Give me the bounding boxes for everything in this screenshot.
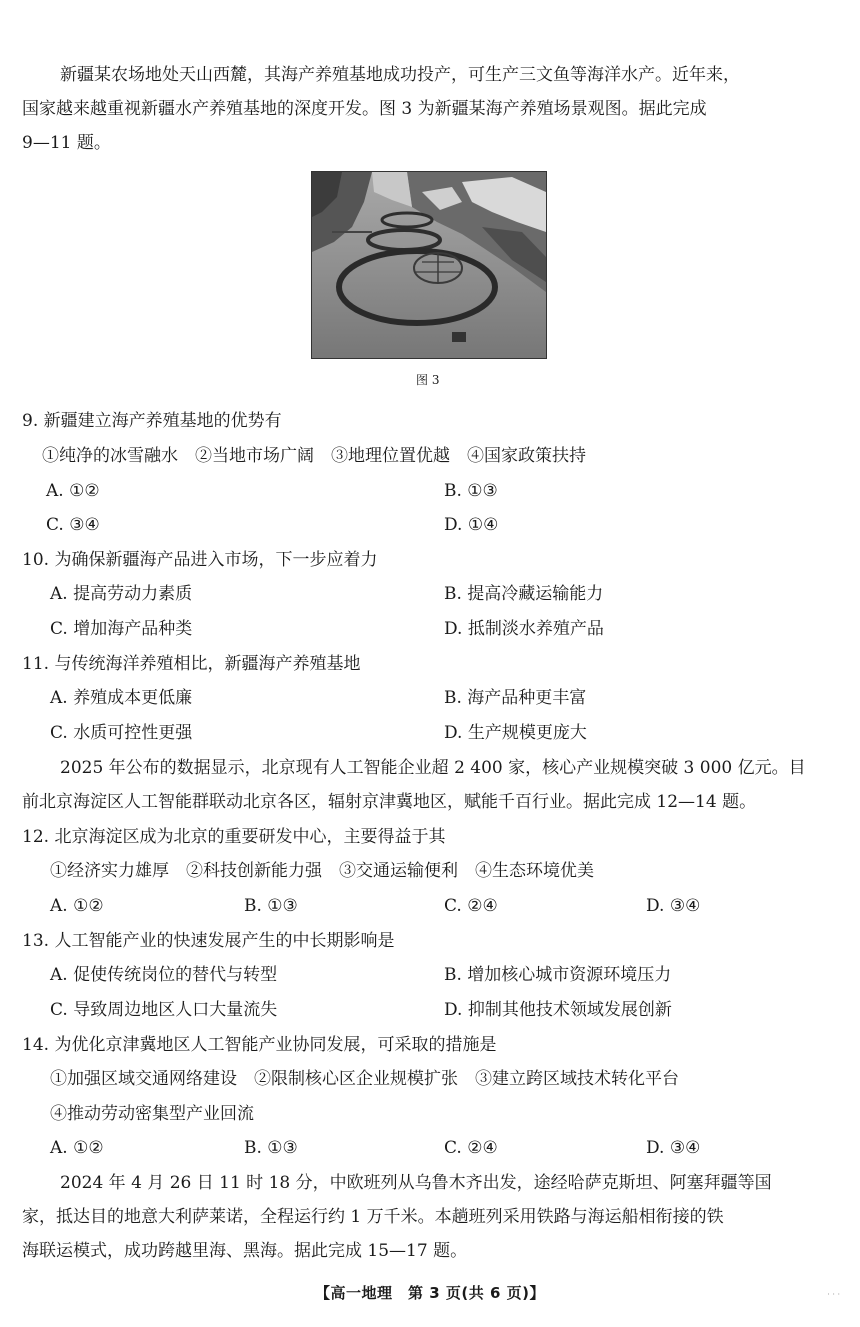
question-13-stem: 13. 人工智能产业的快速发展产生的中长期影响是 xyxy=(22,931,395,951)
question-12-stem: 12. 北京海淀区成为北京的重要研发中心，主要得益于其 xyxy=(22,827,446,847)
question-14-option-b[interactable]: B. ①③ xyxy=(244,1138,298,1158)
question-9-statements: ①纯净的冰雪融水 ②当地市场广阔 ③地理位置优越 ④国家政策扶持 xyxy=(42,446,586,466)
page-footer: 【高一地理 第 3 页(共 6 页)】 xyxy=(315,1284,545,1302)
question-13-option-b[interactable]: B. 增加核心城市资源环境压力 xyxy=(444,965,672,985)
question-12-option-d[interactable]: D. ③④ xyxy=(646,896,701,916)
aquaculture-photo xyxy=(311,171,547,359)
question-14-option-d[interactable]: D. ③④ xyxy=(646,1138,701,1158)
question-13-option-c[interactable]: C. 导致周边地区人口大量流失 xyxy=(50,1000,278,1020)
question-10-option-c[interactable]: C. 增加海产品种类 xyxy=(50,619,193,639)
question-12-option-a[interactable]: A. ①② xyxy=(50,896,104,916)
passage-line: 家，抵达目的地意大利萨莱诺，全程运行约 1 万千米。本趟班列采用铁路与海运船相衔接的铁 xyxy=(22,1207,724,1227)
passage-line: 海联运模式，成功跨越里海、黑海。据此完成 15—17 题。 xyxy=(22,1241,468,1261)
question-11-option-d[interactable]: D. 生产规模更庞大 xyxy=(444,723,587,743)
question-14-statements-line2: ④推动劳动密集型产业回流 xyxy=(50,1104,254,1124)
passage-line: 新疆某农场地处天山西麓，其海产养殖基地成功投产，可生产三文鱼等海洋水产。近年来， xyxy=(60,65,740,85)
passage-line: 2024 年 4 月 26 日 11 时 18 分，中欧班列从乌鲁木齐出发，途经哈萨克斯坦、阿塞拜疆等国 xyxy=(60,1173,772,1193)
question-14-statements-line1: ①加强区域交通网络建设 ②限制核心区企业规模扩张 ③建立跨区域技术转化平台 xyxy=(50,1069,679,1089)
question-14-option-c[interactable]: C. ②④ xyxy=(444,1138,498,1158)
corner-dots: · · · xyxy=(827,1290,840,1299)
question-11-stem: 11. 与传统海洋养殖相比，新疆海产养殖基地 xyxy=(22,654,361,674)
question-10-option-d[interactable]: D. 抵制淡水养殖产品 xyxy=(444,619,604,639)
question-11-option-c[interactable]: C. 水质可控性更强 xyxy=(50,723,193,743)
question-9-option-a[interactable]: A. ①② xyxy=(46,481,100,501)
question-12-option-b[interactable]: B. ①③ xyxy=(244,896,298,916)
passage-line: 2025 年公布的数据显示，北京现有人工智能企业超 2 400 家，核心产业规模突破 3 000 亿元。目 xyxy=(60,758,806,778)
question-9-option-c[interactable]: C. ③④ xyxy=(46,515,100,535)
question-9-stem: 9. 新疆建立海产养殖基地的优势有 xyxy=(22,411,282,431)
question-9-option-b[interactable]: B. ①③ xyxy=(444,481,498,501)
question-13-option-a[interactable]: A. 促使传统岗位的替代与转型 xyxy=(50,965,278,985)
passage-xinjiang xyxy=(22,58,840,160)
passage-line: 国家越来越重视新疆水产养殖基地的深度开发。图 3 为新疆某海产养殖场景观图。据此完成 xyxy=(22,99,707,119)
passage-line: 前北京海淀区人工智能群联动北京各区，辐射京津冀地区，赋能千百行业。据此完成 12—14 题。 xyxy=(22,792,757,812)
question-13-option-d[interactable]: D. 抑制其他技术领域发展创新 xyxy=(444,1000,672,1020)
passage-china-europe-railway xyxy=(22,1166,840,1268)
question-10-stem: 10. 为确保新疆海产品进入市场，下一步应着力 xyxy=(22,550,378,570)
passage-line: 9—11 题。 xyxy=(22,133,111,153)
question-11-option-a[interactable]: A. 养殖成本更低廉 xyxy=(50,688,193,708)
question-14-stem: 14. 为优化京津冀地区人工智能产业协同发展，可采取的措施是 xyxy=(22,1035,497,1055)
question-12-option-c[interactable]: C. ②④ xyxy=(444,896,498,916)
question-14-option-a[interactable]: A. ①② xyxy=(50,1138,104,1158)
figure-caption: 图 3 xyxy=(416,373,440,387)
question-12-statements: ①经济实力雄厚 ②科技创新能力强 ③交通运输便利 ④生态环境优美 xyxy=(50,861,594,881)
passage-beijing-ai xyxy=(22,751,840,819)
question-11-option-b[interactable]: B. 海产品种更丰富 xyxy=(444,688,587,708)
question-10-option-b[interactable]: B. 提高冷藏运输能力 xyxy=(444,584,604,604)
question-9-option-d[interactable]: D. ①④ xyxy=(444,515,499,535)
question-10-option-a[interactable]: A. 提高劳动力素质 xyxy=(50,584,193,604)
